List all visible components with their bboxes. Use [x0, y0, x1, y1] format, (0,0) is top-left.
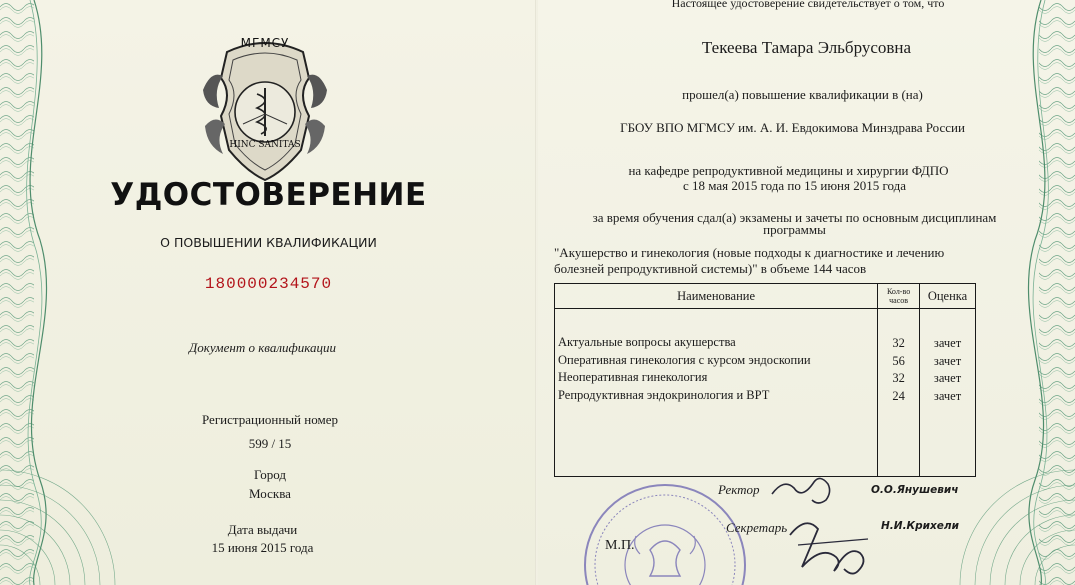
subjects-table	[554, 283, 976, 477]
subject-name: Неоперативная гинекология	[558, 370, 708, 384]
subject-name: Оперативная гинекология с курсом эндоскопии	[558, 352, 811, 367]
document-type: Документ о квалификации	[189, 340, 336, 355]
program-text-line1: "Акушерство и гинекология (новые подходы к диагностике и лечению	[554, 245, 945, 260]
city-value: Москва	[249, 486, 291, 501]
subject-hours: 24	[892, 388, 905, 403]
holder-name: Текеева Тамара Эльбрусовна	[701, 38, 912, 57]
rector-name: О.О.Янушевич	[871, 484, 959, 496]
secretary-name: Н.И.Крихели	[881, 520, 959, 532]
document-subtitle: О ПОВЫШЕНИИ КВАЛИФИКАЦИИ	[160, 235, 377, 250]
subject-hours-cell	[878, 309, 920, 477]
column-header-hours-line1: Кол-во	[886, 287, 911, 296]
stamp-label: М.П.	[605, 538, 635, 553]
subject-hours: 32	[892, 336, 905, 350]
institution-text: ГБОУ ВПО МГМСУ им. А. И. Евдокимова Минздрава России	[620, 120, 965, 135]
guilloche-corner-bottom-left	[0, 445, 140, 585]
column-header-hours-line2: часов	[889, 296, 909, 305]
column-header-hours	[878, 284, 920, 309]
exams-text-line1: за время обучения сдал(а) экзамены и зачеты по основным дисциплинам	[592, 210, 997, 225]
secretary-signature	[778, 505, 888, 585]
document-title: УДОСТОВЕРЕНИЕ	[110, 177, 427, 213]
department-text: на кафедре репродуктивной медицины и хирургии ФДПО	[628, 163, 949, 178]
issue-date-label: Дата выдачи	[227, 522, 298, 537]
exams-text-line2: программы	[763, 222, 826, 237]
subject-name: Репродуктивная эндокринология и ВРТ	[558, 387, 770, 402]
subject-names-cell	[555, 309, 878, 477]
subject-hours: 56	[892, 353, 905, 368]
program-text-line2: болезней репродуктивной системы)" в объеме 144 часов	[554, 261, 867, 276]
registration-number: 599 / 15	[248, 436, 292, 451]
subject-grades-cell	[920, 309, 976, 477]
emblem-top-text: МГМСУ	[240, 36, 290, 50]
city-label: Город	[253, 467, 287, 482]
subject-grade: зачет	[933, 336, 962, 350]
emblem-bottom-text: HINC SANITAS	[229, 140, 301, 150]
issue-date-value: 15 июня 2015 года	[211, 540, 314, 555]
subject-name: Актуальные вопросы акушерства	[558, 335, 736, 349]
column-header-name: Наименование	[555, 284, 878, 309]
table-body-row	[555, 309, 976, 477]
table-header-row	[555, 284, 976, 309]
column-header-grade: Оценка	[920, 284, 976, 309]
right-page	[538, 0, 1075, 585]
subject-grade: зачет	[933, 388, 962, 403]
left-page	[0, 0, 537, 585]
registration-label: Регистрационный номер	[202, 412, 338, 427]
rector-label: Ректор	[718, 482, 760, 497]
university-emblem	[197, 30, 333, 190]
intro-text: Настоящее удостоверение свидетельствует о том, что	[671, 0, 945, 10]
subject-grade: зачет	[933, 371, 962, 385]
subject-grade: зачет	[933, 353, 962, 368]
serial-number: 180000234570	[204, 275, 333, 293]
period-text: с 18 мая 2015 года по 15 июня 2015 года	[682, 178, 906, 193]
passed-text: прошел(а) повышение квалификации в (на)	[682, 87, 923, 102]
subject-hours: 32	[892, 371, 905, 385]
secretary-label: Секретарь	[726, 520, 788, 535]
